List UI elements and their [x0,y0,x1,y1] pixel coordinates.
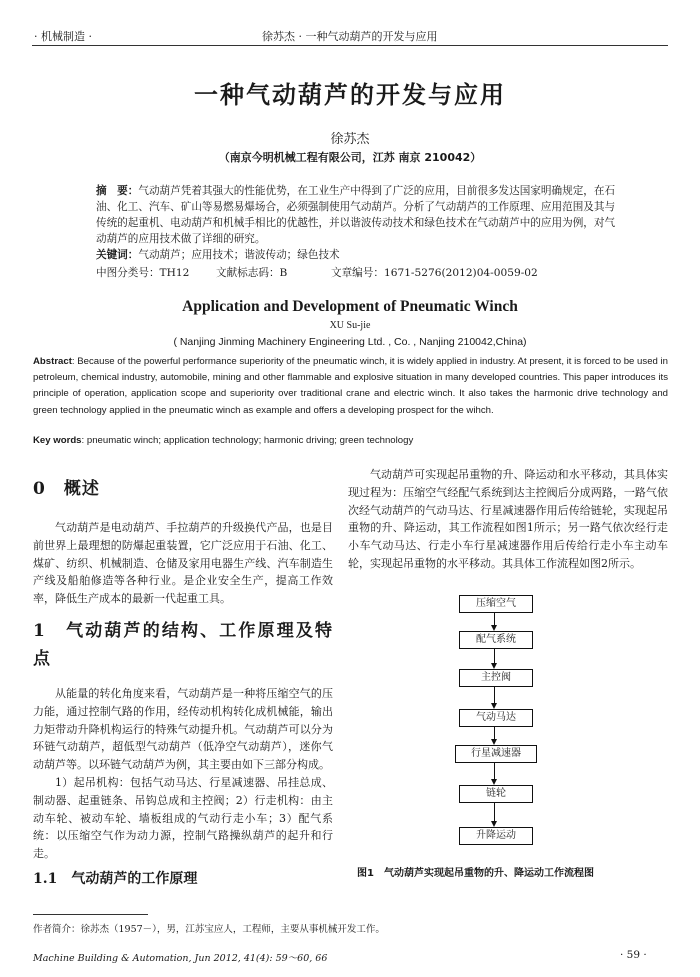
abstract-cn-label: 摘 要： [96,185,139,197]
flow-connector [494,763,495,779]
section-1-1-heading: 1.1 气动葫芦的工作原理 [33,870,198,887]
header-rule [32,45,668,46]
footnote-rule [33,914,148,915]
figure-1-caption: 图1 气动葫芦实现起吊重物的升、降运动工作流程图 [357,868,594,879]
journal-citation: Machine Building & Automation, Jun 2012, 41(4): 59～60, 66 [33,953,328,964]
author-en: XU Su-jie [329,320,371,331]
affiliation-cn: （南京今明机械工程有限公司，江苏 南京 210042） [218,151,482,164]
clc-code: 中图分类号：TH12 [96,267,190,279]
abstract-cn [96,184,616,264]
author-footnote: 作者简介：徐苏杰（1957－），男，江苏宝应人，工程师，主要从事机械开发工作。 [33,924,385,935]
journal-section-label: · 机械制造 · [34,30,92,43]
flow-step-lift-motion: 升降运动 [459,827,533,845]
section-0-heading: 0 概述 [33,479,100,499]
flow-step-air-motor: 气动马达 [459,709,533,727]
section-1-paragraph-1: 从能量的转化角度来看，气动葫芦是一种将压缩空气的压力能，通过控制气路的作用，经传动机构转化成机械能，输出力矩带动升降机构运行的特殊气动提升机。气动葫芦可以分为环链气动葫芦，超低型气动葫芦（低净空气动葫芦），迷你气动葫芦等。以环链气动葫芦为例，其主要由如下三部分构成。 [33,686,333,772]
keywords-cn-label: 关键词： [96,248,139,261]
section-0-paragraph: 气动葫芦是电动葫芦、手拉葫芦的升级换代产品，也是目前世界上最理想的防爆起重装置，它广泛应用于石油、化工、煤矿、纺织、机械制造、仓储及家用电器生产线、汽车制造生产线及船舶修造等各种行业。是企业安全生产，提高工作效率，降低生产成本的最新一代起重工具。 [33,521,333,606]
article-number: 文章编号：1671-5276(2012)04-0059-02 [331,267,538,279]
section-1-paragraph-2: 1）起吊机构：包括气动马达、行星减速器、吊挂总成、制动器、起重链条、吊钩总成和主控阀；2）行走机构：由主动车轮、被动车轮、墙板组成的气动行走小车；3）配气系统：以压缩空气作为动力源，控制气路操纵葫芦的起升和行走。 [33,775,333,861]
flow-connector [494,613,495,625]
flowchart-figure [348,595,668,857]
paper-title-cn: 一种气动葫芦的开发与应用 [194,80,506,109]
flow-step-planetary-reducer: 行星减速器 [455,745,537,763]
abstract-en-label: Abstract [33,356,72,367]
abstract-en-text: : Because of the powerful performance superiority of the pneumatic winch, it is widely applied in industry. At present, it is forced to be used in petroleum, chemical industry, automobile, mining and other flammable and explosive situation in many developed countries. This paper introduces its principle of operation, application scope and superiority over traditional crane and electric winch. It also takes the harmonic drive technology and green technology applied in the pneumatic winch as example and offers a developing prospect for the wihch. [33,356,668,416]
affiliation-en: ( Nanjing Jinming Machinery Engineering Ltd. , Co. , Nanjing 210042,China) [173,336,527,348]
flow-step-air-system: 配气系统 [459,631,533,649]
abstract-cn-text: 气动葫芦凭着其强大的性能优势，在工业生产中得到了广泛的应用，目前很多发达国家明确规定，在石油、化工、汽车、矿山等易燃易爆场合，必须强制使用气动葫芦。分析了气动葫芦的工作原理、应用范围及其与传统的起重机、电动葫芦和机械手相比的优越性，并以谐波传动技术和绿色技术在气动葫芦中的应用为例，对气动葫芦的应用技术做了详细的研究。 [96,185,616,245]
paper-title-en: Application and Development of Pneumatic Winch [182,298,518,315]
right-paragraph: 气动葫芦可实现起吊重物的升、降运动和水平移动，其具体实现过程为：压缩空气经配气系统到达主控阀后分成两路，一路气依次经气动葫芦的气动马达、行星减速器作用后传给链轮，实现起吊重物的升、降运动，其工作流程如图1所示；另一路气依次经行走小车气动马达、行走小车行星减速器作用后传给行走小车主动车轮，实现起吊重物的水平移动。其具体工作流程如图2所示。 [348,468,668,570]
keywords-en-text: : pneumatic winch; application technology; harmonic driving; green technology [81,435,414,446]
running-title: 徐苏杰 · 一种气动葫芦的开发与应用 [262,30,438,43]
classification-line [96,265,616,280]
keywords-en [33,435,668,446]
flow-connector [494,727,495,739]
keywords-en-label: Key words [33,435,82,446]
flow-step-main-valve: 主控阀 [459,669,533,687]
left-column [33,475,333,889]
section-1-heading: 1 气动葫芦的结构、工作原理及特点 [33,620,333,669]
flow-step-sprocket: 链轮 [459,785,533,803]
page-number: · 59 · [620,949,647,961]
author-cn: 徐苏杰 [330,132,370,147]
flow-connector [494,649,495,663]
flow-connector [494,803,495,821]
flow-step-compressed-air: 压缩空气 [459,595,533,613]
flow-connector [494,687,495,703]
doc-code: 文献标志码：B [216,267,288,279]
abstract-en [33,354,668,419]
keywords-cn-text: 气动葫芦；应用技术；谐波传动；绿色技术 [138,248,340,261]
right-column [348,466,668,573]
